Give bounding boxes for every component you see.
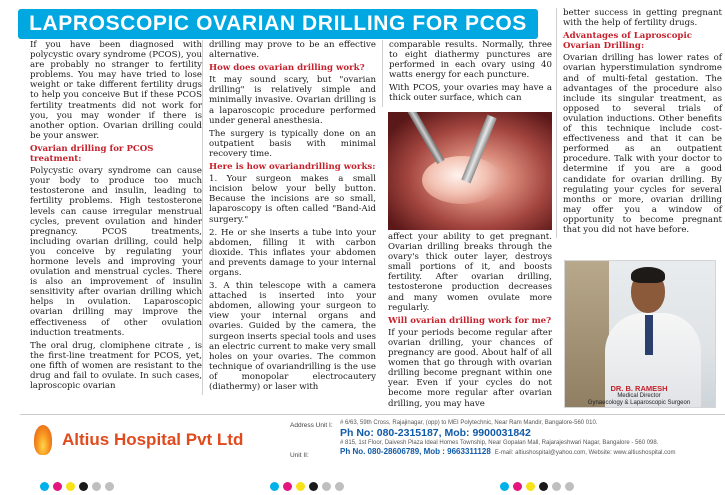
address-unit-2: # 815, 1st Floor, Daivesh Plaza Ideal Homes Township, Near Gopalan Mall, Rajarajeshwari Nagar, Bangalore - 560 098. bbox=[340, 440, 659, 446]
paragraph: It may sound scary, but "ovarian drilling" is relatively simple and minimally invasive. Ovarian drilling is a laparoscopic procedure performed under general anesthesia. bbox=[209, 75, 376, 126]
phone-unit-1: Ph No: 080-2315187, Mob: 9900031842 bbox=[340, 427, 531, 439]
paragraph: The surgery is typically done on an outpatient basis with minimal recovery time. bbox=[209, 128, 376, 159]
subhead-how-it-works: How does ovarian drilling work? bbox=[209, 63, 365, 74]
paragraph: comparable results. Normally, three to eight diathermy punctures are performed in each ovary using 40 watts energy for each puncture. bbox=[389, 40, 552, 81]
surgical-grasper bbox=[408, 112, 445, 164]
email-website: E-mail: altiushospital@yahoo.com, Website: www.altiushospital.com bbox=[494, 450, 676, 456]
address-label-unit-1: Address Unit I: bbox=[290, 422, 333, 429]
color-registration-marks bbox=[270, 482, 344, 491]
color-registration-marks bbox=[40, 482, 114, 491]
flame-logo-icon bbox=[30, 425, 56, 455]
step-2: 2. He or she inserts a tube into your abdomen, filling it with carbon dioxide. This inflates your abdomen and prevents damage to your internal organs. bbox=[209, 227, 376, 278]
article-column-3-bottom bbox=[382, 232, 552, 412]
address-labels bbox=[290, 421, 333, 461]
paragraph: If your periods become regular after ovarian drilling, your chances of pregnancy are good. About half of all women that go through with ovarian drilling become pregnant within one year. Even if your cycles do not become more regular after ovarian drilling, you may have bbox=[388, 327, 552, 409]
paragraph: Polycystic ovary syndrome can cause your body to produce too much testosterone and insulin, leading to fertility problems. High testosterone levels can cause irregular menstrual cycles, prevent ovulation and hinder pregnancy. PCOS treatments, including ovarian drilling, could help you conceive by regulating your hormone levels and improving your ovulation and menstrual cycles. There is also an improvement of insulin sensitivity after ovarian drilling which helps in ovulation. Laparoscopic ovarian drilling may improve the effectiveness of other ovulation induction treatments. bbox=[30, 166, 202, 338]
address-label-unit-2: Unit II: bbox=[290, 452, 309, 459]
doctor-hair-shape bbox=[631, 267, 665, 283]
step-3: 3. A thin telescope with a camera attached is inserted into your abdomen, allowing your surgeon to view your internal organs and ovaries. Guided by the camera, the surgeon inserts special tools and uses an electric current to make very small holes on your ovaries. The common technique of ovariandrilling is the use of monopolar electrocautery (diathermy) or laser with bbox=[209, 281, 376, 392]
phone-unit-2: Ph No. 080-28606789, Mob : 9663311128 bbox=[340, 447, 491, 456]
headline-banner bbox=[18, 9, 538, 39]
address-block bbox=[340, 419, 725, 457]
subhead-advantages: Advantages of Laproscopic Ovarian Drilling: bbox=[563, 31, 692, 52]
intro-paragraph: If you have been diagnosed with polycystic ovary syndrome (PCOS), you are probably no stranger to fertility problems. You may have tried to lose weight or take different fertility drugs to help you conceive But if these PCOS fertility treatments did not work for you, you may wonder if there is another option. Ovarian drilling could be your answer. bbox=[30, 40, 202, 141]
subhead-pcos-treatment: Ovarian drilling for PCOS treatment: bbox=[30, 143, 154, 165]
doctor-caption bbox=[578, 384, 700, 407]
headline-title: LAPROSCOPIC OVARIAN DRILLING FOR PCOS bbox=[29, 12, 527, 35]
subhead-will-it-work: Will ovarian drilling work for me? bbox=[388, 315, 552, 326]
hospital-footer bbox=[20, 414, 725, 472]
color-registration-marks bbox=[500, 482, 574, 491]
newspaper-page bbox=[6, 4, 720, 476]
address-unit-1: # 6/63, 59th Cross, Rajajinagar, (opp) to MEI Polytechnic, Near Ram Mandir, Bangalore-560 010. bbox=[340, 420, 598, 426]
paragraph: With PCOS, your ovaries may have a thick outer surface, which can bbox=[389, 83, 552, 104]
paragraph: affect your ability to get pregnant. Ovarian drilling breaks through the ovary's thick outer layer, destroys small portions of it, and boosts fertility. After ovarian drilling, testosterone production decreases and many women ovulate more regularly. bbox=[388, 232, 552, 313]
paragraph: better success in getting pregnant with the help of fertility drugs. bbox=[563, 8, 722, 29]
subhead-steps: Here is how ovariandrilling works: bbox=[209, 162, 376, 173]
paragraph: Ovarian drilling has lower rates of ovarian hyperstimulation syndrome and of multi-fetal gestation. The advantages of the procedure also include its singular treatment, as opposed to several trials of ovulation inductions. Other benefits of this technique include cost-effectiveness and that it can be performed as an outpatient procedure. Talk with your doctor to determine if you are a good candidate for ovarian drilling. By regulating your cycles for several months or more, ovarian drilling may offer you a window of opportunity to become pregnant that you did not have before. bbox=[563, 53, 722, 235]
tie-shape bbox=[645, 315, 653, 355]
doctor-specialty: Gynaecology & Laparoscopic Surgeon bbox=[587, 400, 691, 406]
article-column-4 bbox=[556, 8, 722, 238]
laparoscopy-image bbox=[388, 112, 552, 230]
doctor-title: Medical Director bbox=[617, 393, 661, 399]
doctor-name: DR. B. RAMESH bbox=[610, 384, 668, 393]
article-column-1 bbox=[30, 40, 202, 394]
article-column-3-top bbox=[382, 40, 552, 107]
paragraph: drilling may prove to be an effective alternative. bbox=[209, 40, 376, 61]
hospital-name: Altius Hospital Pvt Ltd bbox=[62, 430, 244, 449]
paragraph: The oral drug, clomiphene citrate , is the first-line treatment for PCOS, yet, one fifth of women are resistant to the drug and fail to ovulate. In such cases, laproscopic ovarian bbox=[30, 340, 202, 392]
hospital-logo bbox=[30, 425, 243, 455]
article-column-2 bbox=[202, 40, 376, 395]
step-1: 1. Your surgeon makes a small incision below your belly button. Because the incisions are so small, laparoscopy is often called "Band-Aid surgery." bbox=[209, 174, 376, 225]
